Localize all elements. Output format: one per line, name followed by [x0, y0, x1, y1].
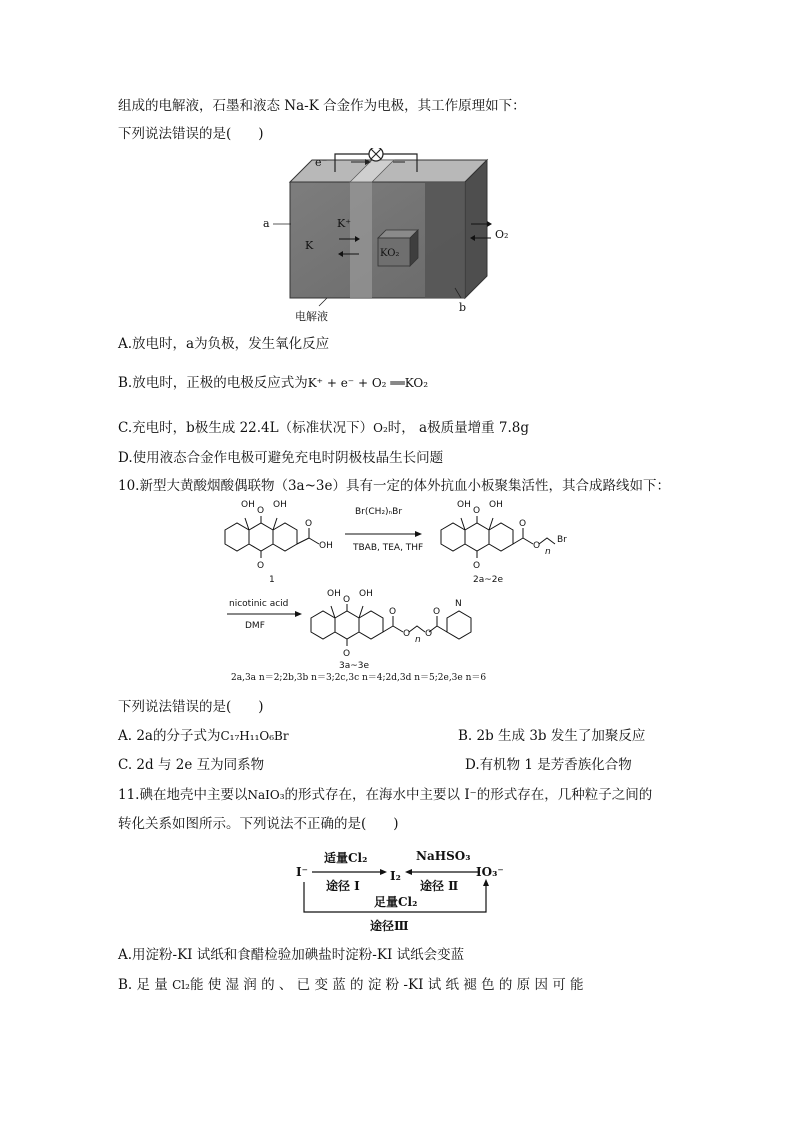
label-a: a [263, 217, 270, 230]
iminus-label: I⁻ [296, 865, 308, 879]
reagent1-top: Br(CH₂)ₙBr [355, 507, 403, 517]
intro-line: 组成的电解液，石墨和液态 Na-K 合金作为电极，其工作原理如下： [118, 98, 526, 114]
io3-label: IO₃⁻ [476, 865, 504, 879]
path1-top: 适量Cl₂ [324, 851, 368, 865]
eminus-label: e⁻ [315, 156, 328, 169]
ko2-label: KO₂ [380, 248, 400, 259]
oh-label-7: OH [359, 589, 373, 599]
reagent2-top: nicotinic acid [229, 599, 289, 609]
o-label-2: O [257, 561, 265, 571]
o-label-4: O [473, 506, 481, 516]
oh-label-3: OH [319, 541, 333, 551]
o-label-12: O [425, 629, 433, 639]
q10-option-a: A. 2a的分子式为C₁₇H₁₁O₆Br [118, 728, 289, 744]
battery-figure [255, 148, 525, 326]
o-label-3: O [305, 519, 313, 529]
n-values: 2a,3a n＝2;2b,3b n＝3;2c,3c n＝4;2d,3d n＝5;2e,3e n＝6 [231, 673, 487, 683]
o2-label: O₂ [495, 228, 509, 241]
path3-bottom: 途径Ⅲ [370, 919, 409, 933]
q10-stem: 10.新型大黄酸烟酸偶联物（3a~3e）具有一定的体外抗血小板聚集活性，其合成路线如下： [118, 478, 670, 494]
o-label-7: O [533, 541, 541, 551]
oh-label-6: OH [327, 589, 341, 599]
q10-option-b: B. 2b 生成 3b 发生了加聚反应 [458, 728, 646, 744]
reagent1-bottom: TBAB, TEA, THF [353, 543, 424, 553]
q10-option-d: D.有机物 1 是芳香族化合物 [465, 757, 632, 773]
o-label-5: O [473, 561, 481, 571]
path3-top: 足量Cl₂ [374, 895, 418, 909]
kplus-label: K⁺ [337, 217, 352, 230]
label-b: b [459, 301, 467, 314]
path1-bottom: 途径 Ⅰ [326, 879, 360, 893]
q10-option-c: C. 2d 与 2e 互为同系物 [118, 757, 265, 773]
oh-label-5: OH [489, 500, 503, 510]
n-label-2: n [415, 635, 421, 645]
i2-label: I₂ [390, 869, 401, 883]
o-label-6: O [519, 519, 527, 529]
o-label-10: O [389, 607, 397, 617]
n-label-1: n [545, 547, 551, 557]
o-label-11: O [403, 629, 411, 639]
path2-bottom: 途径 Ⅱ [420, 879, 459, 893]
reagent2-bottom: DMF [245, 621, 265, 631]
q9-option-d: D.使用液态合金作电极可避免充电时阴极枝晶生长问题 [118, 450, 444, 466]
oh-label-1: OH [241, 500, 255, 510]
q11-option-b: B. 足 量 Cl₂能 使 湿 润 的 、 已 变 蓝 的 淀 粉 -KI 试 纸 褪 色 的 原 因 可 能 [118, 977, 584, 993]
o-label-8: O [343, 595, 351, 605]
o-label-9: O [343, 649, 351, 659]
q9-option-a: A.放电时，a为负极，发生氧化反应 [118, 336, 330, 352]
compound-2-label: 2a~2e [473, 575, 504, 585]
q9-stem: 下列说法错误的是( ) [118, 126, 264, 142]
q11-stem: 11.碘在地壳中主要以NaIO₃的形式存在，在海水中主要以 I⁻的形式存在，几种粒子之间的 [118, 787, 653, 803]
o-label-13: O [433, 607, 441, 617]
compound-3-label: 3a~3e [339, 661, 370, 671]
q11-stem-line2: 转化关系如图所示。下列说法不正确的是( ) [118, 816, 399, 832]
q9-option-c: C.充电时，b极生成 22.4L（标准状况下）O₂时， a极质量增重 7.8g [118, 420, 530, 436]
k-label: K [305, 239, 314, 252]
q11-option-a: A.用淀粉-KI 试纸和食醋检验加碘盐时淀粉-KI 试纸会变蓝 [118, 947, 465, 963]
oh-label-4: OH [457, 500, 471, 510]
compound-1-label: 1 [269, 575, 275, 585]
nitrogen-label: N [455, 599, 462, 609]
iodine-diagram [290, 842, 510, 934]
oh-label-2: OH [273, 500, 287, 510]
q9-option-b: B.放电时，正极的电极反应式为K⁺ + e⁻ + O₂ ══KO₂ [118, 375, 429, 391]
synthesis-scheme [215, 498, 575, 686]
o-label-1: O [257, 506, 265, 516]
electrolyte-label: 电解液 [295, 310, 328, 323]
q10-ask: 下列说法错误的是( ) [118, 699, 264, 715]
path2-top: NaHSO₃ [416, 849, 471, 863]
br-label: Br [557, 535, 567, 545]
